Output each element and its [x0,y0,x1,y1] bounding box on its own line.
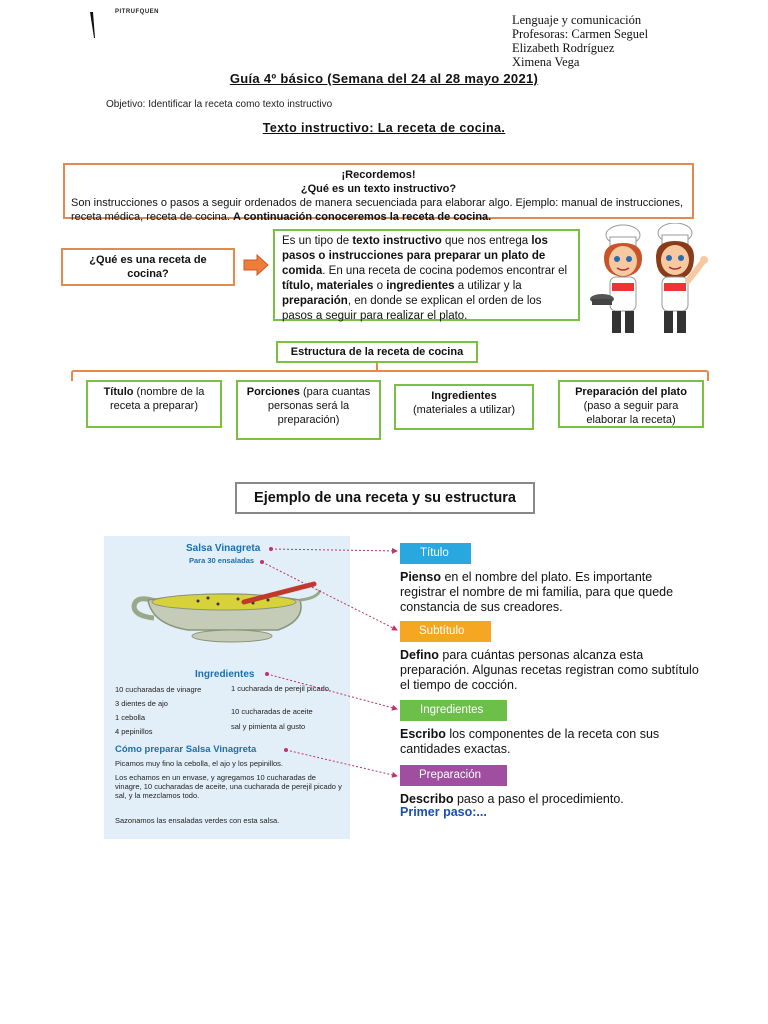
school-logo-text: PITRUFQUEN [115,9,159,15]
subject-line: Lenguaje y comunicación [512,13,642,27]
desc-titulo-text: en el nombre del plato. Es importante registrar el nombre de mi familia, para que quede constancia de sus creadores. [400,570,674,614]
desc-ingredientes [400,727,700,757]
desc-subtitulo [400,648,700,693]
recordemos-question: ¿Qué es un texto instructivo? [300,183,457,195]
ingredient-right-1: 1 cucharada de perejil picado. [231,684,332,693]
component-titulo-text: (nombre de la receta a preparar) [109,386,205,412]
ingredient-right-3: sal y pimienta al gusto [231,722,306,731]
recordemos-heading: ¡Recordemos! [341,169,416,181]
ingredient-right-2: 10 cucharadas de aceite [231,707,313,716]
component-ingredientes-text: (materiales a utilizar) [412,404,516,416]
recipe-how-heading: Cómo preparar Salsa Vinagreta [115,744,257,755]
label-preparacion: Preparación [400,765,507,786]
ingredient-left-3: 1 cebolla [115,713,146,722]
answer-text-4: o [373,280,387,292]
component-ingredientes-bold: Ingredientes [431,390,497,402]
subject-title: Texto instructivo: La receta de cocina. [262,121,506,135]
teachers-line-3: Ximena Vega [512,55,580,69]
label-titulo: Título [400,543,471,564]
ingredient-left-4: 4 pepinillos [115,727,153,736]
desc-titulo [400,570,700,615]
question-box: ¿Qué es una receta de cocina? [61,248,235,286]
ingredient-left-1: 10 cucharadas de vinagre [115,685,202,694]
desc-subtitulo-bold: Defino [400,648,439,662]
guide-title: Guía 4º básico (Semana del 24 al 28 mayo 2021) [229,71,539,86]
recordemos-body-bold: A continuación conoceremos la receta de cocina. [233,211,492,223]
teachers-line-2: Elizabeth Rodríguez [512,41,615,55]
structure-title: Estructura de la receta de cocina [276,341,478,363]
recipe-ingredients-heading: Ingredientes [195,669,255,680]
component-porciones-bold: Porciones [246,386,300,398]
answer-text-6: , en donde se explican el orden de los pasos a seguir para realizar el plato. [282,295,542,322]
label-subtitulo: Subtítulo [400,621,491,642]
example-title: Ejemplo de una receta y su estructura [235,482,535,514]
recipe-step-2: Los echamos en un envase, y agregamos 10 cucharadas de vinagre, 10 cucharadas de aceite, una cucharada de perejil picado y sal, y la mezclamos todo. [115,773,342,800]
answer-text-5: a utilizar y la [454,280,522,292]
recipe-title: Salsa Vinagreta [186,543,261,554]
answer-text-1: Es un tipo de [282,235,353,247]
objective: Objetivo: Identificar la receta como texto instructivo [106,99,333,110]
answer-bold-5: preparación [282,295,348,307]
recipe-step-3: Sazonamos las ensaladas verdes con esta salsa. [115,816,280,825]
desc-preparacion-text: paso a paso el procedimiento. [453,792,624,806]
answer-bold-2: los pasos o instrucciones para preparar un plato de comida [282,235,548,277]
component-preparacion-text: (paso a seguir para elaborar la receta) [583,400,679,426]
answer-bold-3: título, materiales [282,280,374,292]
answer-text-3: . En una receta de cocina podemos encontrar el [322,265,568,277]
recipe-step-1: Picamos muy fino la cebolla, el ajo y los pepinillos. [115,759,283,768]
recipe-subtitle: Para 30 ensaladas [189,556,255,565]
answer-bold-4: ingredientes [386,280,455,292]
component-porciones-text: (para cuantas personas será la preparación) [267,386,371,426]
ingredient-left-2: 3 dientes de ajo [115,699,168,708]
teachers-line-1: Profesoras: Carmen Seguel [512,27,649,41]
desc-ingredientes-bold: Escribo [400,727,446,741]
desc-subtitulo-text: para cuántas personas alcanza esta preparación. Algunas recetas registran como subtítulo el tiempo de cocción. [400,648,699,692]
label-ingredientes: Ingredientes [400,700,507,721]
desc-titulo-bold: Pienso [400,570,441,584]
answer-text-2: que nos entrega [441,235,532,247]
component-titulo-bold: Título [103,386,134,398]
answer-bold-1: texto instructivo [352,235,442,247]
primer-paso: Primer paso:... [400,805,487,819]
desc-ingredientes-text: los componentes de la receta con sus cantidades exactas. [400,727,660,756]
recordemos-body-text: Son instrucciones o pasos a seguir ordenados de manera secuenciada para elaborar algo. Ejemplo: manual de instrucciones, receta médica, receta de cocina. [71,197,684,223]
component-preparacion-bold: Preparación del plato [575,386,687,398]
desc-preparacion-bold: Describo [400,792,454,806]
